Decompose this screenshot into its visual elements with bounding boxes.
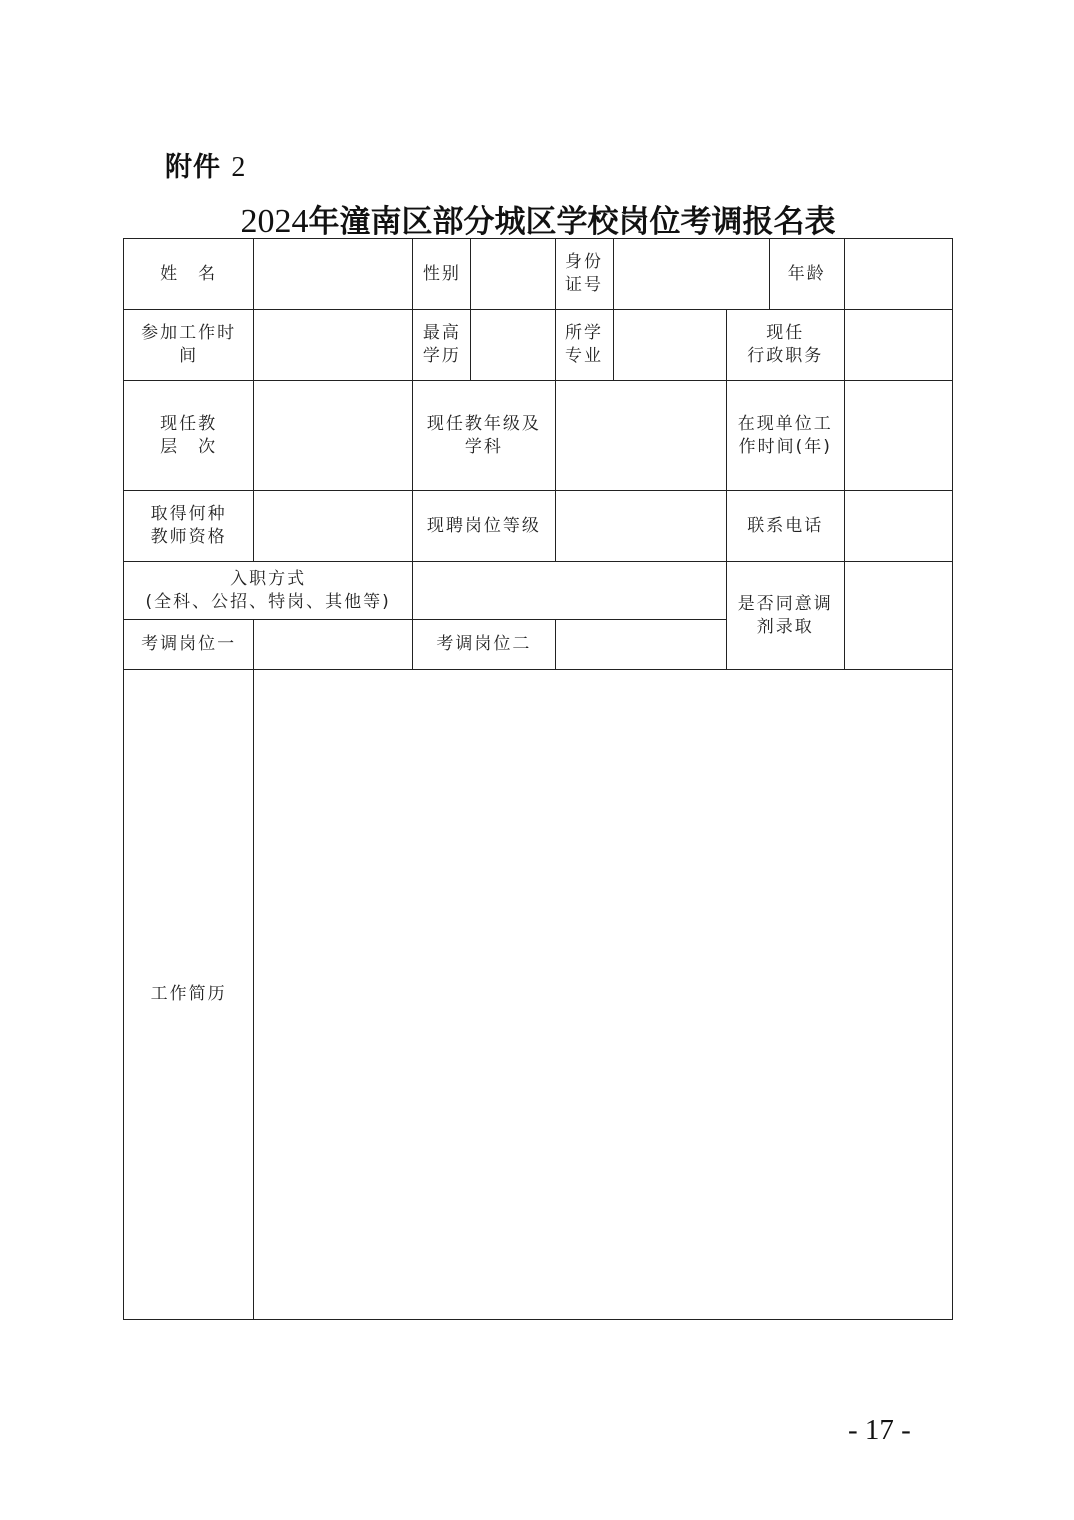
label-major: 所学 专业 xyxy=(555,310,613,381)
field-post-one[interactable] xyxy=(254,620,413,670)
field-phone[interactable] xyxy=(844,491,952,562)
annex-label-text: 附件 xyxy=(165,152,221,183)
page-number: - 17 - xyxy=(848,1414,911,1446)
field-agree-adjust[interactable] xyxy=(844,562,952,670)
label-grade-subject: 现任教年级及 学科 xyxy=(413,381,555,491)
label-education: 最高 学历 xyxy=(413,310,471,381)
field-name[interactable] xyxy=(254,239,413,310)
annex-number: 2 xyxy=(231,152,247,183)
label-post-level: 现聘岗位等级 xyxy=(413,491,555,562)
label-years-in-unit: 在现单位工 作时间(年) xyxy=(726,381,844,491)
field-admin-post[interactable] xyxy=(844,310,952,381)
label-age: 年龄 xyxy=(769,239,844,310)
field-education[interactable] xyxy=(471,310,555,381)
field-gender[interactable] xyxy=(471,239,555,310)
field-post-two[interactable] xyxy=(555,620,726,670)
label-resume: 工作简历 xyxy=(124,670,254,1320)
field-teaching-level[interactable] xyxy=(254,381,413,491)
label-agree-adjust: 是否同意调 剂录取 xyxy=(726,562,844,670)
label-gender: 性别 xyxy=(413,239,471,310)
field-age[interactable] xyxy=(844,239,952,310)
field-resume[interactable] xyxy=(254,670,953,1320)
title-year: 2024 xyxy=(240,203,309,240)
label-post-one: 考调岗位一 xyxy=(124,620,254,670)
label-entry-method: 入职方式 (全科、公招、特岗、其他等) xyxy=(124,562,413,620)
label-work-start: 参加工作时 间 xyxy=(124,310,254,381)
label-phone: 联系电话 xyxy=(726,491,844,562)
field-id-number[interactable] xyxy=(613,239,769,310)
field-major[interactable] xyxy=(613,310,726,381)
field-post-level[interactable] xyxy=(555,491,726,562)
label-post-two: 考调岗位二 xyxy=(413,620,555,670)
label-id-number: 身份 证号 xyxy=(555,239,613,310)
label-admin-post: 现任 行政职务 xyxy=(726,310,844,381)
field-work-start[interactable] xyxy=(254,310,413,381)
title-text: 年潼南区部分城区学校岗位考调报名表 xyxy=(308,204,836,240)
label-teaching-level: 现任教 层 次 xyxy=(124,381,254,491)
field-grade-subject[interactable] xyxy=(555,381,726,491)
page-title xyxy=(124,196,952,241)
label-name: 姓 名 xyxy=(124,239,254,310)
field-years-in-unit[interactable] xyxy=(844,381,952,491)
field-entry-method[interactable] xyxy=(413,562,726,620)
field-qualification[interactable] xyxy=(254,491,413,562)
label-qualification: 取得何种 教师资格 xyxy=(124,491,254,562)
registration-form xyxy=(123,238,953,1320)
annex-label xyxy=(165,145,246,184)
